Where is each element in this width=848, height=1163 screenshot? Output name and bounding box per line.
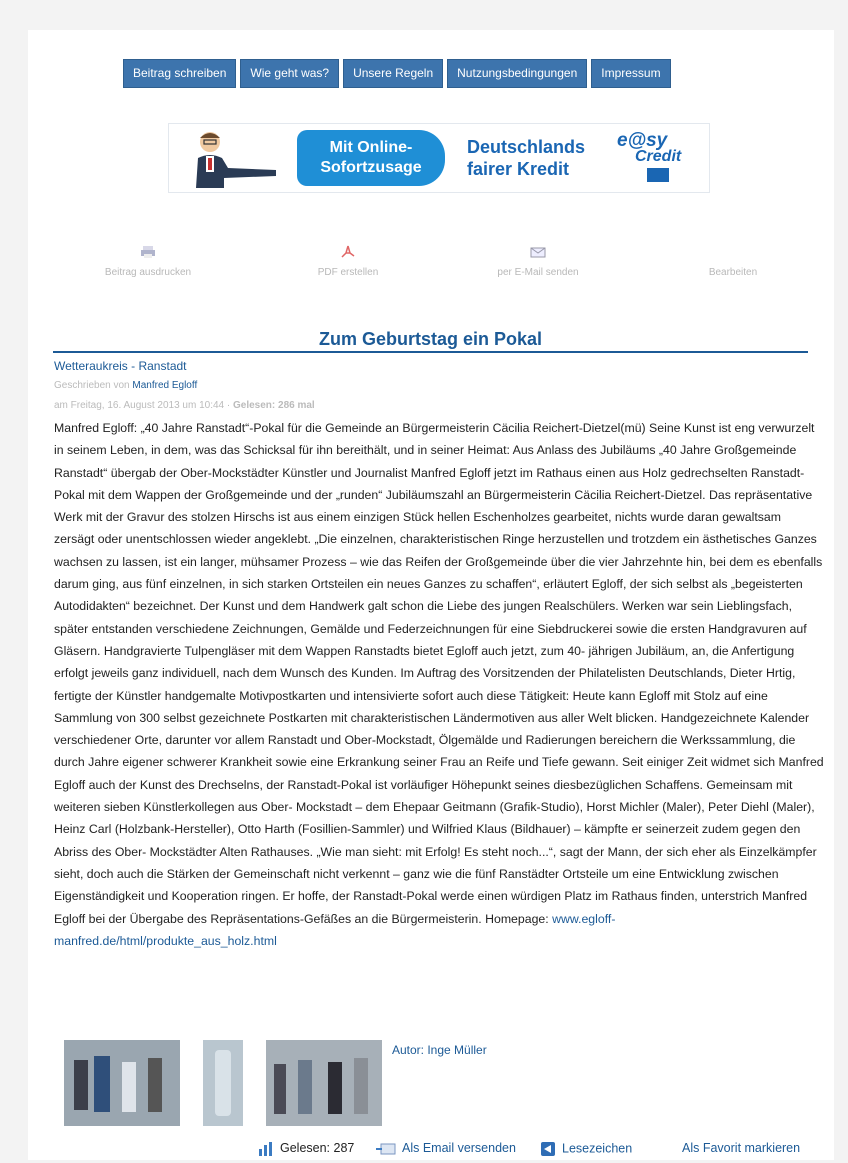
print-action[interactable]: Beitrag ausdrucken xyxy=(88,245,208,278)
businessman-illustration xyxy=(184,128,294,188)
email-action[interactable]: per E-Mail senden xyxy=(478,245,598,278)
nav-imprint[interactable]: Impressum xyxy=(591,59,670,88)
article-region[interactable]: Wetteraukreis - Ranstadt xyxy=(54,359,187,373)
ad-slogan: Deutschlands fairer Kredit xyxy=(467,137,586,179)
pdf-icon xyxy=(340,245,356,259)
printer-icon xyxy=(140,245,156,259)
send-email-link[interactable]: Als Email versenden xyxy=(376,1141,516,1156)
article-photo-1[interactable] xyxy=(64,1040,180,1126)
nav-write-post[interactable]: Beitrag schreiben xyxy=(123,59,236,88)
article-body: Manfred Egloff: „40 Jahre Ranstadt“-Pokal für die Gemeinde an Bürgermeisterin Cäcilia Reichert-Dietzel(mü) Seine Kunst ist eng verwurzelt in seinem Leben, in dem, was das Schicksal für ihn bereithält, und in seiner Heimat: Aus Anlass des Jubiläums „40 Jahre Großgemeinde Ranstadt“ übergab der Ober-Mockstädter Künstler und Journalist Manfred Egloff jetzt im Rathaus einen aus Holz gedrechselten Ranstadt-Pokal mit dem Wappen der Großgemeinde und der „runden“ Jubiläumszahl an Bürgermeisterin Cäcilia Reichert-Dietzel. Das repräsentative Werk mit der Gravur des stolzen Hirschs ist aus einem einzigen Stück hellen Eschenholzes gearbeitet, nichts wurde daran gewaltsam zersägt oder unentschlossen wieder angeklebt. „Die einzelnen, charakteristischen Ringe herzustellen und trotzdem ein ästhetisches Ganzes wachsen zu lassen, ist ein langer, mühsamer Prozess – wie das Reifen der Großgemeinde über die vier Jahrzehnte hin, bei dem es ebenfalls darum ging, aus fünf einzelnen, in sich starken Ortsteilen ein neues Ganzes zu schaffen“, erläutert Egloff, der sich selbst als „begeisterten Autodidakten“ bezeichnet. Der Kunst und dem Handwerk galt schon die Liebe des jungen Realschülers. Werken war sein Lieblingsfach, später entstanden verschiedene Zeichnungen, Gemälde und Federzeichnungen für eine Siebdruckerei sowie die ersten Handgravuren auf Gläsern. Handgravierte Tulpengläser mit dem Wappen Ranstadts bietet Egloff auch jetzt, zum 40- jährigen Jubiläum, an, die Anfertigung erfolgt jeweils ganz individuell, nach dem Wunsch des Kunden. Im Auftrag des Vorsitzenden der Philatelisten Deutschlands, Dieter Hrtig, fertigte der Künstler handgemalte Motivpostkarten und intensivierte sofort auch diese Tätigkeit: Heute kann Egloff mit Stolz auf eine Sammlung von 300 selbst gezeichnete Postkarten mit charakteristischen Ländermotiven aus aller Welt blicken. Handgezeichnete Kalender verschiedener Orte, darunter vor allem Ranstadt und Ober-Mockstadt, Ölgemälde und Radierungen bereichern die Werkssammlung, die durch Jahre eigener schwerer Krankheit sowie eine Erkrankung seiner Frau an Reife und Tiefe gewann. Seit einiger Zeit widmet sich Manfred Egloff auch der Kunst des Drechselns, der Ranstadt-Pokal ist vorläufiger Höhepunkt seines diesbezüglichen Schaffens. Gemeinsam mit weiteren sieben Künstlerkollegen aus Ober- Mockstadt – dem Ehepaar Geitmann (Grafik-Studio), Horst Michler (Maler), Peter Diehl (Maler), Heinz Carl (Holzbank-Hersteller), Otto Harth (Fosillien-Sammler) und Wilfried Klaus (Bildhauer) – kämpfte er seinerzeit zudem gegen den Abriss des Ober- Mockstädter Alten Rathauses. „Wie man sieht: mit Erfolg! Es steht noch...“, sagt der Mann, der sich eher als Einzelkämpfer sieht, doch auch die Stärken der Gemeinschaft nicht verkennt – ganz wie die fünf Ranstädter Ortsteile um eine Entwicklung zwischen Eigenständigkeit und Kooperation ringen. Er hoffe, der Ranstadt-Pokal werde einen würdigen Platz im Rathaus finden, unterstrich Manfred Egloff bei der Übergabe des Repräsentations-Gefäßes an die Bürgermeisterin. Homepage: www.egloff-manfred.de/html/produkte_aus_holz.html xyxy=(54,421,824,948)
article-author-credit: Autor: Inge Müller xyxy=(392,1043,487,1057)
nav-terms[interactable]: Nutzungsbedingungen xyxy=(447,59,587,88)
article-byline: Geschrieben von Manfred Egloff xyxy=(54,380,198,391)
read-count: Gelesen: 287 xyxy=(258,1141,354,1156)
homepage-link[interactable]: www.egloff-manfred.de/html/produkte_aus_holz.html xyxy=(54,911,616,948)
article-actions xyxy=(88,245,788,295)
article-date: am Freitag, 16. August 2013 um 10:44 · Gelesen: 286 mal xyxy=(54,400,315,411)
ad-banner[interactable] xyxy=(168,123,710,193)
ad-pill: Mit Online- Sofortzusage xyxy=(297,130,445,186)
easycredit-logo: e@sy Credit xyxy=(617,130,697,186)
nav-rules[interactable]: Unsere Regeln xyxy=(343,59,443,88)
bookmark-link[interactable]: Lesezeichen xyxy=(540,1141,632,1157)
send-mail-icon xyxy=(376,1142,396,1156)
favorite-link[interactable]: Als Favorit markieren xyxy=(682,1141,801,1155)
article-title: Zum Geburtstag ein Pokal xyxy=(53,329,808,353)
pdf-action[interactable]: PDF erstellen xyxy=(298,245,398,278)
edit-action[interactable]: Bearbeiten xyxy=(708,267,758,278)
bank-logo-icon xyxy=(647,168,669,182)
email-icon xyxy=(530,245,546,259)
article-photo-2[interactable] xyxy=(203,1040,243,1126)
top-nav xyxy=(123,59,671,86)
article-photo-3[interactable] xyxy=(266,1040,382,1126)
page xyxy=(28,30,834,1160)
nav-how-to[interactable]: Wie geht was? xyxy=(240,59,339,88)
bookmark-icon xyxy=(540,1141,556,1157)
bar-chart-icon xyxy=(258,1142,274,1156)
author-link[interactable]: Manfred Egloff xyxy=(132,380,198,391)
article-footer xyxy=(258,1139,828,1159)
